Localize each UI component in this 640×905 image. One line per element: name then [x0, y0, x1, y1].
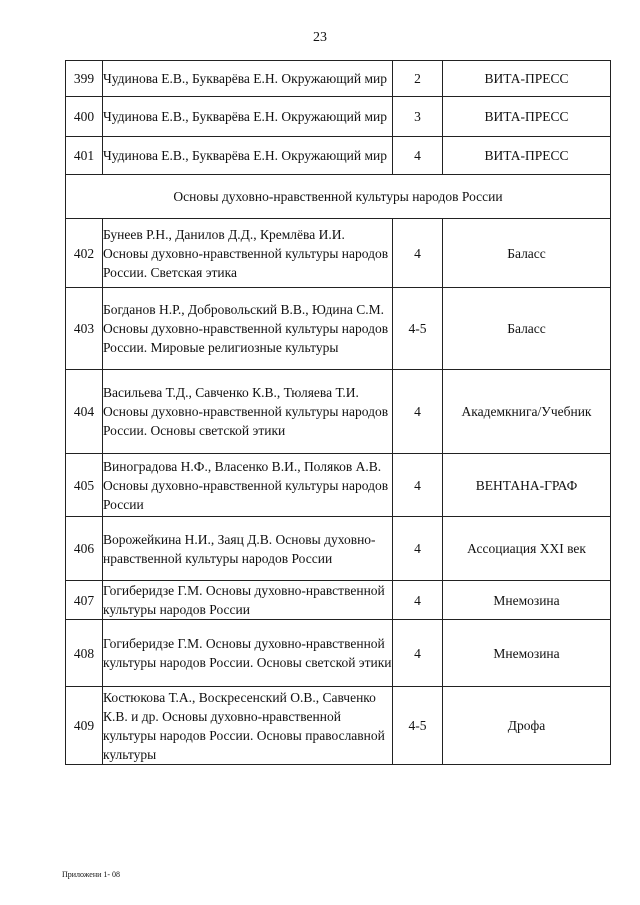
row-number: 405: [66, 454, 103, 517]
row-publisher: ВЕНТАНА-ГРАФ: [443, 454, 611, 517]
row-number: 407: [66, 581, 103, 620]
table-row: [66, 454, 611, 517]
table-row: [66, 288, 611, 370]
row-number: 399: [66, 61, 103, 97]
row-publisher: ВИТА-ПРЕСС: [443, 137, 611, 175]
table-row: [66, 687, 611, 765]
row-title: Богданов Н.Р., Добровольский В.В., Юдина С.М. Основы духовно-нравственной культуры народов России. Мировые религиозные культуры: [103, 288, 393, 370]
row-title: Чудинова Е.В., Букварёва Е.Н. Окружающий мир: [103, 97, 393, 137]
row-grade: 4: [393, 581, 443, 620]
row-title: Костюкова Т.А., Воскресенский О.В., Савченко К.В. и др. Основы духовно-нравственной культуры народов России. Основы православной культуры: [103, 687, 393, 765]
row-title: Ворожейкина Н.И., Заяц Д.В. Основы духовно-нравственной культуры народов России: [103, 517, 393, 581]
row-title: Чудинова Е.В., Букварёва Е.Н. Окружающий мир: [103, 137, 393, 175]
row-title: Васильева Т.Д., Савченко К.В., Тюляева Т.И. Основы духовно-нравственной культуры народов России. Основы светской этики: [103, 370, 393, 454]
row-grade: 4: [393, 620, 443, 687]
row-grade: 4: [393, 517, 443, 581]
row-title: Гогиберидзе Г.М. Основы духовно-нравственной культуры народов России. Основы светской этики: [103, 620, 393, 687]
row-grade: 4-5: [393, 687, 443, 765]
row-publisher: Дрофа: [443, 687, 611, 765]
page-number: 23: [313, 30, 327, 45]
row-publisher: ВИТА-ПРЕСС: [443, 97, 611, 137]
row-number: 401: [66, 137, 103, 175]
row-publisher: Мнемозина: [443, 620, 611, 687]
section-header-row: [66, 175, 611, 219]
row-number: 402: [66, 219, 103, 288]
table-row: [66, 137, 611, 175]
row-grade: 4: [393, 219, 443, 288]
row-grade: 3: [393, 97, 443, 137]
row-grade: 4: [393, 454, 443, 517]
row-grade: 4: [393, 370, 443, 454]
row-number: 406: [66, 517, 103, 581]
table-row: [66, 97, 611, 137]
table-row: [66, 517, 611, 581]
row-number: 409: [66, 687, 103, 765]
row-title: Гогиберидзе Г.М. Основы духовно-нравственной культуры народов России: [103, 581, 393, 620]
row-publisher: Академкнига/Учебник: [443, 370, 611, 454]
row-number: 403: [66, 288, 103, 370]
row-publisher: Ассоциация XXI век: [443, 517, 611, 581]
table-row: [66, 61, 611, 97]
footer-note: Приложени 1- 08: [62, 870, 121, 879]
row-publisher: Мнемозина: [443, 581, 611, 620]
row-grade: 2: [393, 61, 443, 97]
row-number: 400: [66, 97, 103, 137]
row-title: Бунеев Р.Н., Данилов Д.Д., Кремлёва И.И. Основы духовно-нравственной культуры народов России. Светская этика: [103, 219, 393, 288]
textbook-table: [65, 60, 611, 765]
row-number: 408: [66, 620, 103, 687]
row-title: Чудинова Е.В., Букварёва Е.Н. Окружающий мир: [103, 61, 393, 97]
row-publisher: Баласс: [443, 288, 611, 370]
row-grade: 4-5: [393, 288, 443, 370]
table-row: [66, 219, 611, 288]
row-grade: 4: [393, 137, 443, 175]
section-title: Основы духовно-нравственной культуры народов России: [66, 175, 611, 219]
row-publisher: ВИТА-ПРЕСС: [443, 61, 611, 97]
table-row: [66, 581, 611, 620]
row-title: Виноградова Н.Ф., Власенко В.И., Поляков А.В. Основы духовно-нравственной культуры народов России: [103, 454, 393, 517]
row-number: 404: [66, 370, 103, 454]
row-publisher: Баласс: [443, 219, 611, 288]
table-row: [66, 620, 611, 687]
table-row: [66, 370, 611, 454]
